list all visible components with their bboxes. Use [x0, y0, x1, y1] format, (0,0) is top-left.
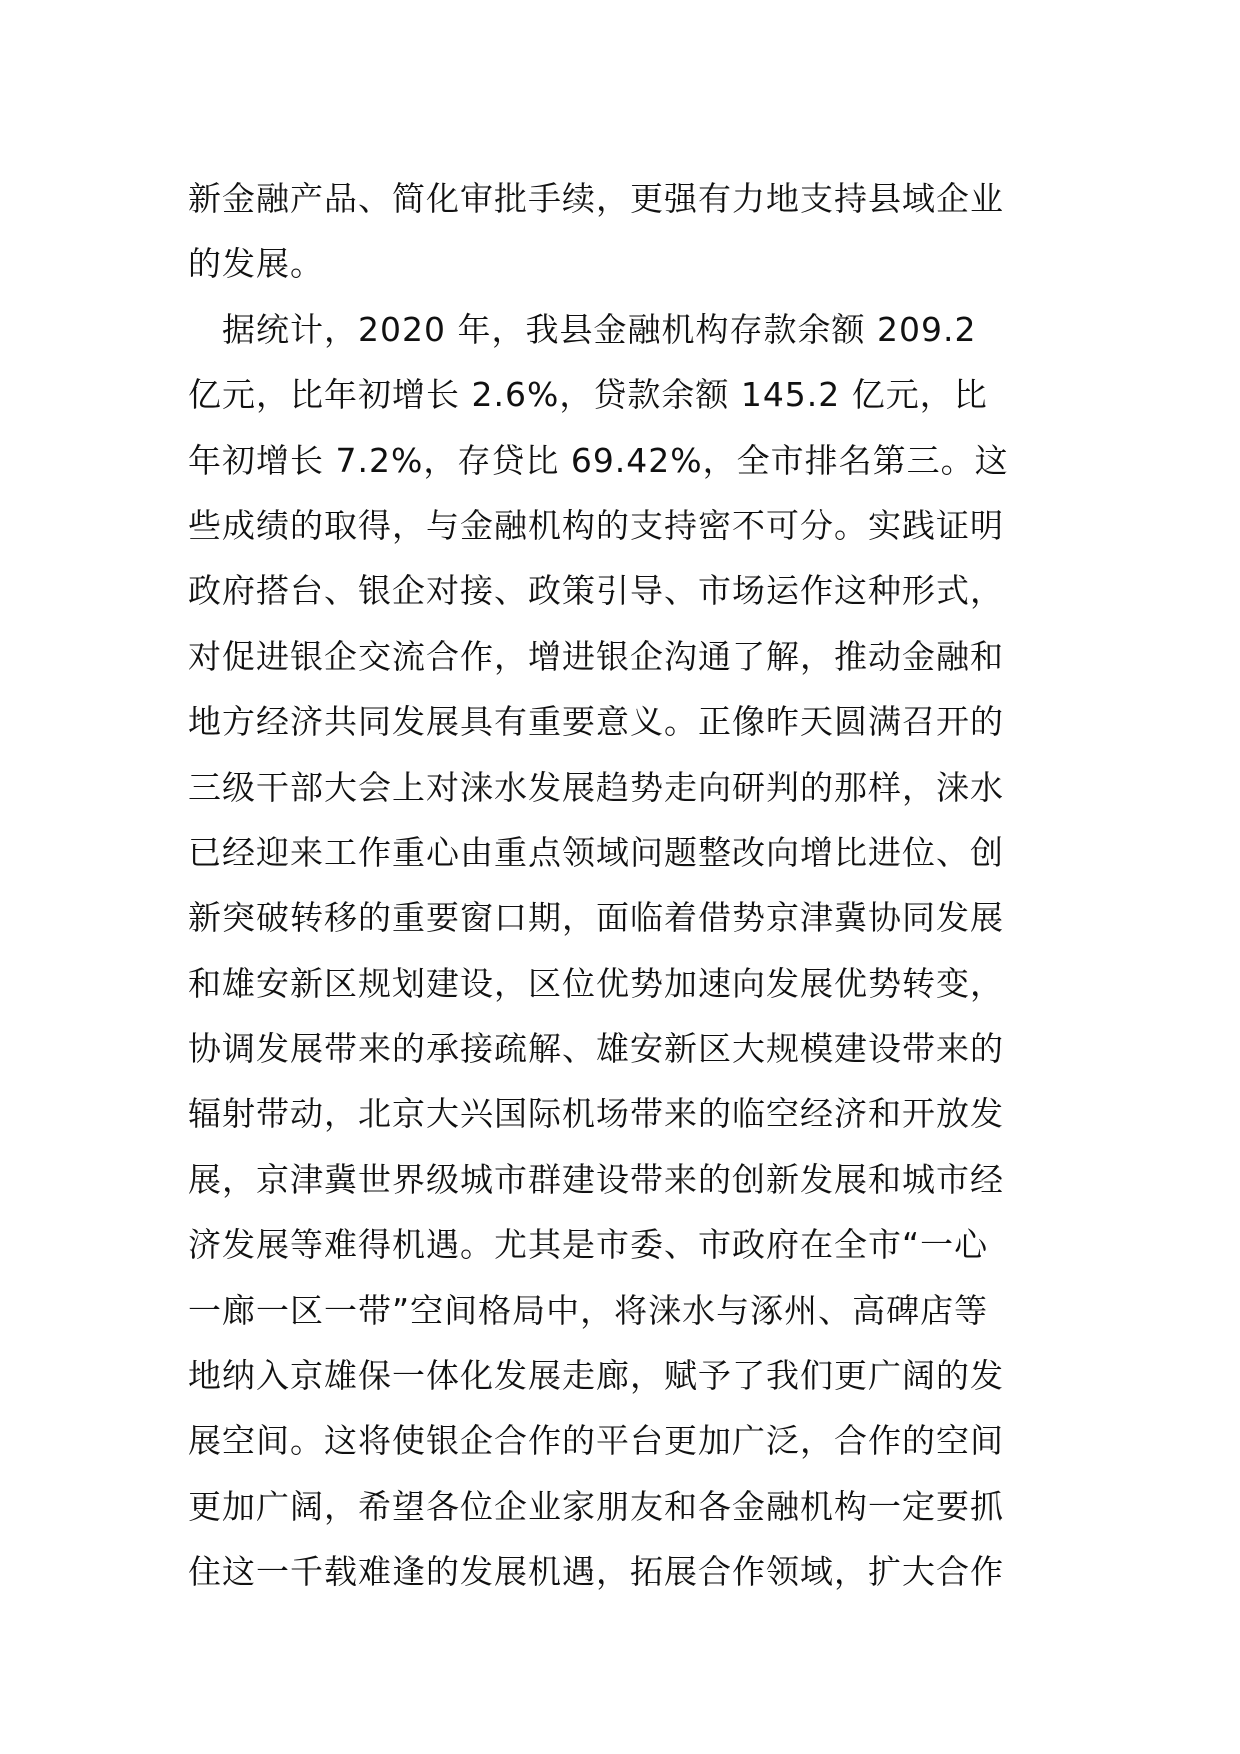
text-line: 新突破转移的重要窗口期，面临着借势京津冀协同发展	[188, 898, 1004, 938]
text-line: 已经迎来工作重心由重点领域问题整改向增比进位、创	[188, 832, 1004, 872]
text-line: 济发展等难得机遇。尤其是市委、市政府在全市“一心	[188, 1225, 989, 1265]
text-line: 和雄安新区规划建设，区位优势加速向发展优势转变，	[188, 963, 1004, 1003]
text-line: 展，京津冀世界级城市群建设带来的创新发展和城市经	[188, 1159, 1004, 1199]
text-line: 地纳入京雄保一体化发展走廊，赋予了我们更广阔的发	[188, 1356, 1004, 1396]
text-line: 政府搭台、银企对接、政策引导、市场运作这种形式，	[188, 571, 1004, 611]
text-line: 的发展。	[188, 244, 324, 284]
text-line: 展空间。这将使银企合作的平台更加广泛，合作的空间	[188, 1421, 1004, 1461]
text-line: 新金融产品、简化审批手续，更强有力地支持县域企业	[188, 179, 1004, 218]
text-line: 据统计，2020 年，我县金融机构存款余额 209.2	[188, 309, 977, 349]
text-line: 亿元，比年初增长 2.6%，贷款余额 145.2 亿元，比	[188, 375, 988, 415]
text-line: 地方经济共同发展具有重要意义。正像昨天圆满召开的	[188, 702, 1004, 742]
text-line: 住这一千载难逢的发展机遇，拓展合作领域，扩大合作	[188, 1552, 1004, 1592]
text-line: 协调发展带来的承接疏解、雄安新区大规模建设带来的	[188, 1029, 1004, 1069]
text-line: 对促进银企交流合作，增进银企沟通了解，推动金融和	[188, 636, 1004, 676]
text-line: 辐射带动，北京大兴国际机场带来的临空经济和开放发	[188, 1094, 1004, 1134]
text-line: 些成绩的取得，与金融机构的支持密不可分。实践证明	[188, 505, 1004, 545]
text-line: 一廊一区一带”空间格局中，将涞水与涿州、高碑店等	[188, 1290, 989, 1330]
text-line: 更加广阔，希望各位企业家朋友和各金融机构一定要抓	[188, 1486, 1004, 1526]
text-line: 三级干部大会上对涞水发展趋势走向研判的那样，涞水	[188, 767, 1004, 807]
body-text	[188, 166, 1068, 1605]
text-line: 年初增长 7.2%，存贷比 69.42%，全市排名第三。这	[188, 440, 1009, 480]
